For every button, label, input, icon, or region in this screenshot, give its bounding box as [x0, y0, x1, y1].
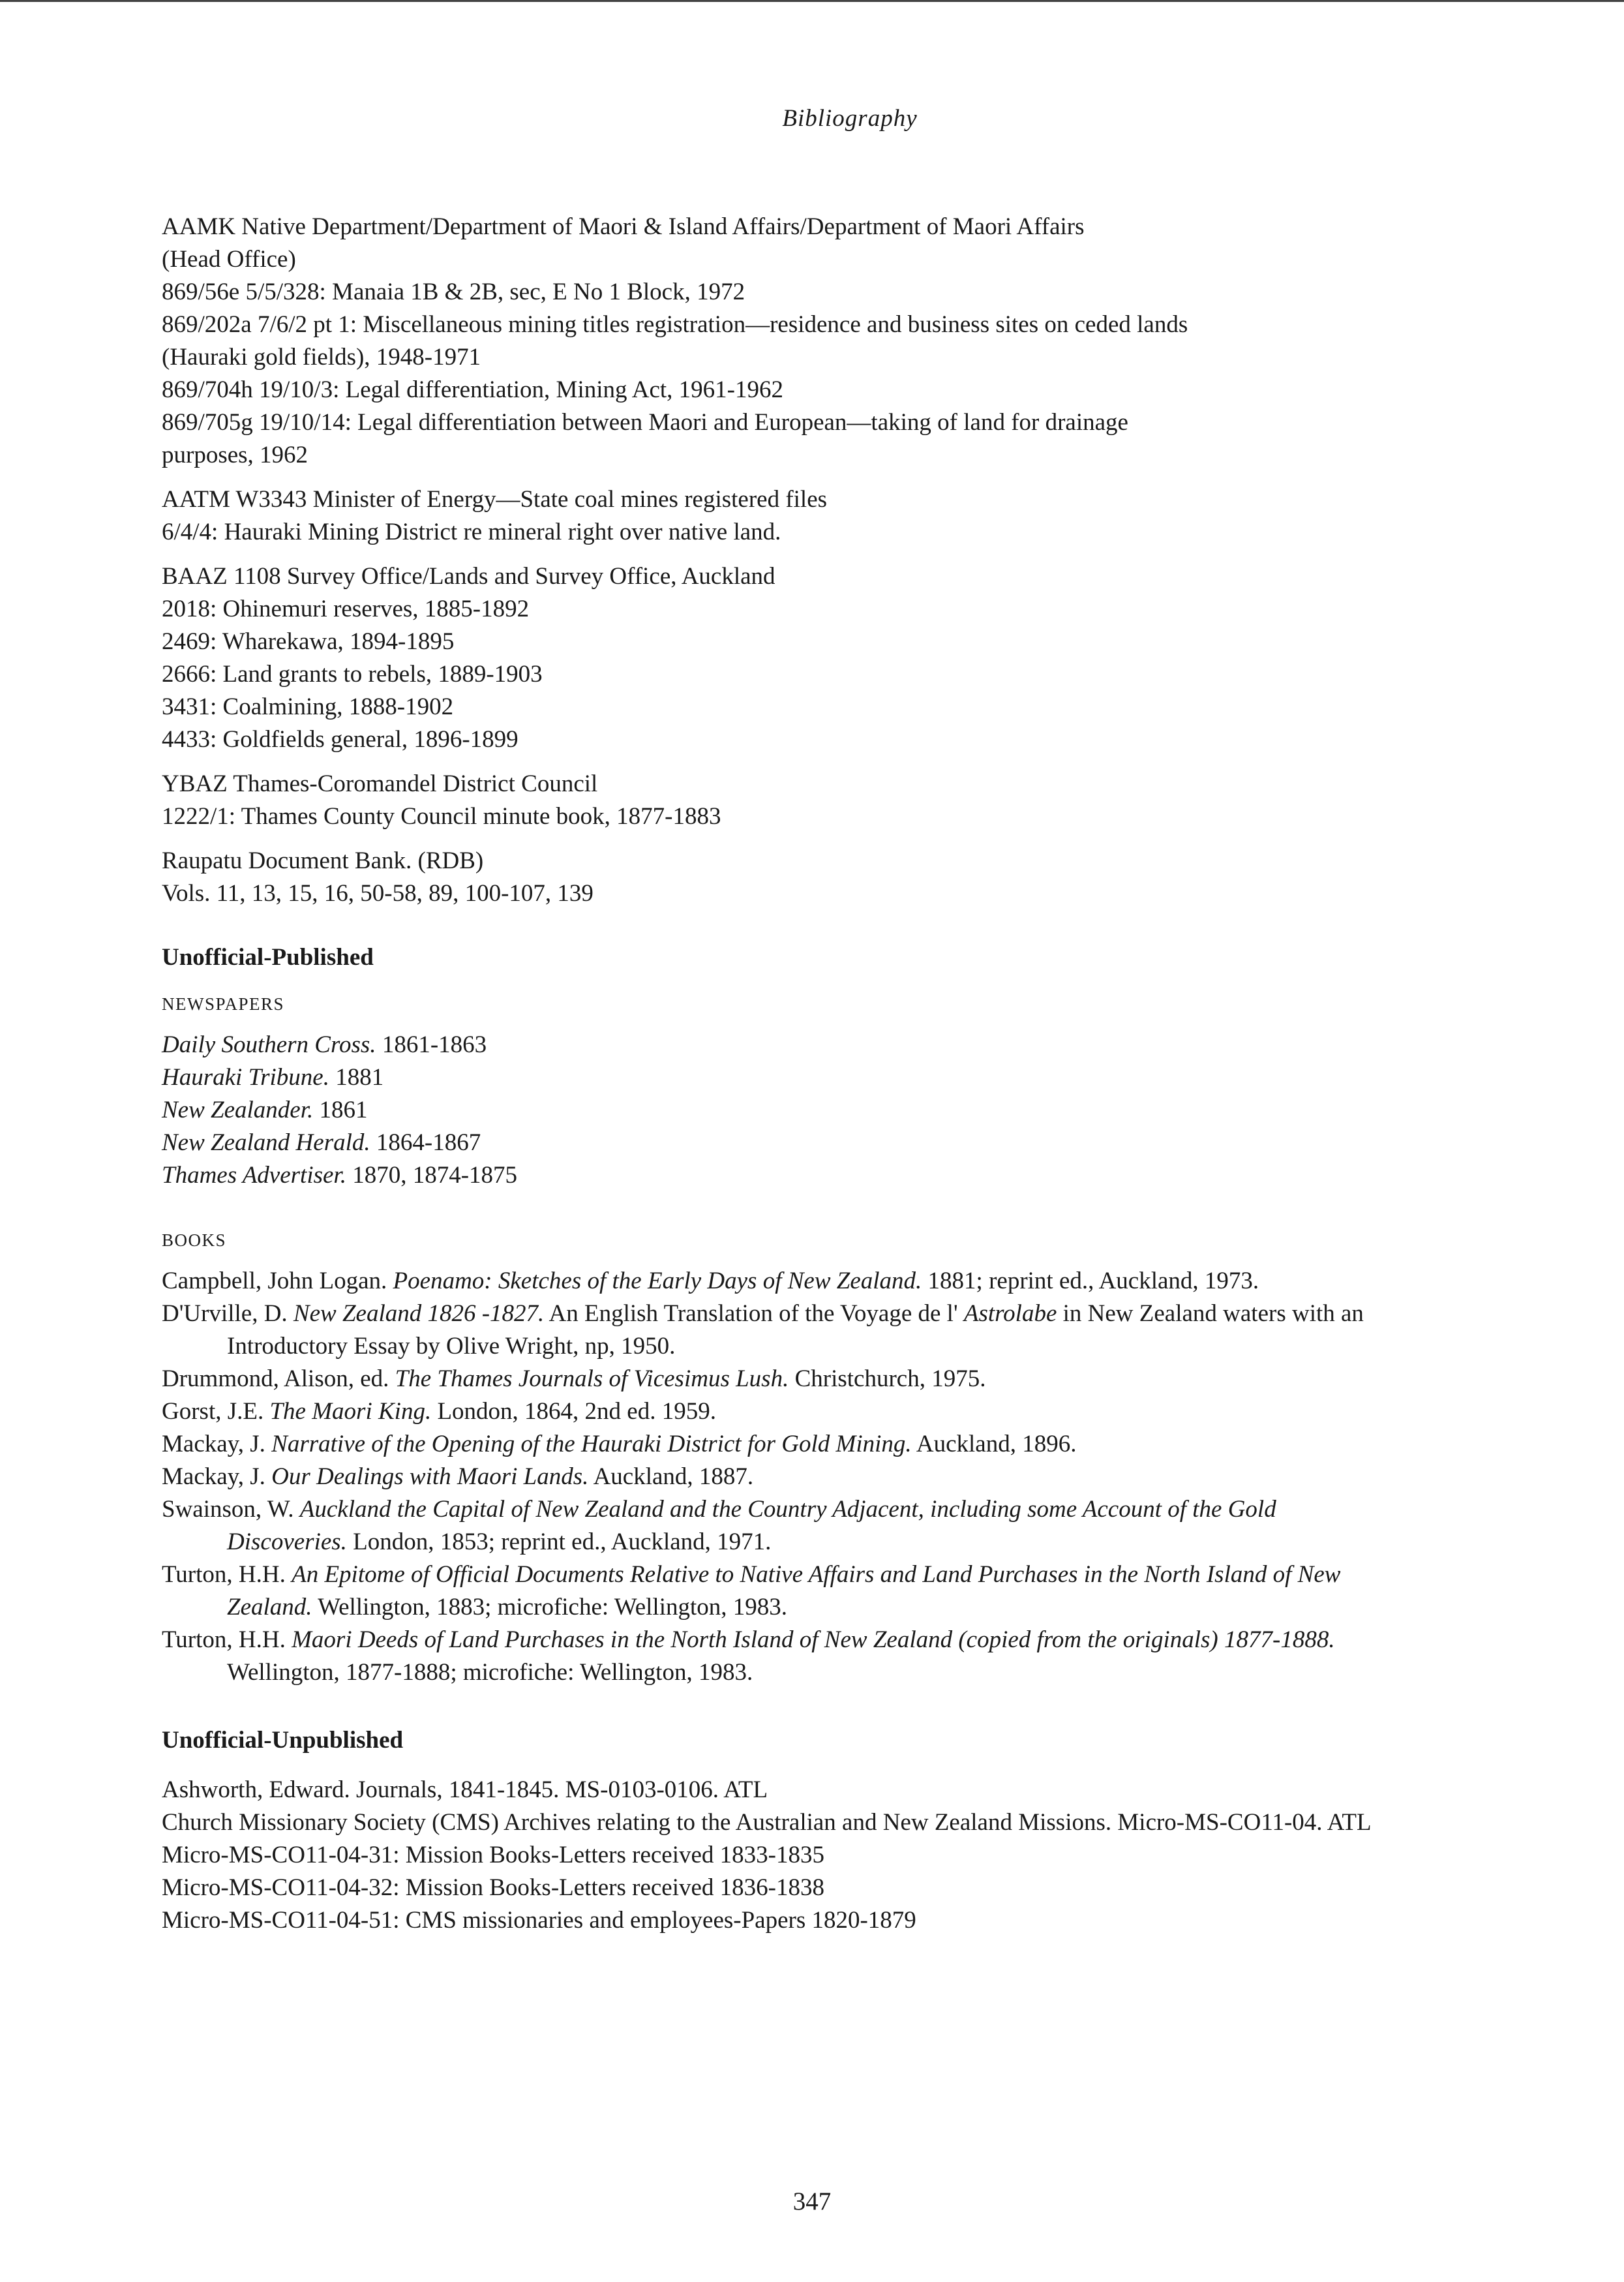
newspapers-group	[162, 991, 1401, 1192]
section-heading-published: Unofficial-Published	[162, 944, 374, 971]
book-author: Drummond, Alison, ed.	[162, 1365, 395, 1392]
page-body	[162, 91, 1401, 1972]
book-entry	[162, 1559, 1401, 1624]
book-title: Maori Deeds of Land Purchases in the North Island of New Zealand (copied from the originals) 1877-1888.	[292, 1626, 1335, 1653]
archive-block-aamk	[162, 211, 1401, 472]
archive-line: 4433: Goldfields general, 1896-1899	[162, 726, 519, 753]
newspaper-years: 1861-1863	[376, 1031, 487, 1058]
book-author: Turton, H.H.	[162, 1561, 292, 1588]
book-entry	[162, 1265, 1401, 1298]
archive-line: Raupatu Document Bank. (RDB)	[162, 847, 484, 874]
book-details: in New Zealand waters with an Introductory Essay by Olive Wright, np, 1950.	[227, 1300, 1364, 1360]
book-entry	[162, 1461, 1401, 1493]
book-title: Our Dealings with Maori Lands.	[271, 1463, 589, 1490]
archive-line: purposes, 1962	[162, 442, 308, 468]
book-details: Christchurch, 1975.	[789, 1365, 986, 1392]
book-entry	[162, 1624, 1401, 1689]
newspaper-entry	[162, 1061, 1401, 1094]
archive-line: YBAZ Thames-Coromandel District Council	[162, 770, 598, 797]
book-author: Turton, H.H.	[162, 1626, 292, 1653]
newspapers-label: NEWSPAPERS	[162, 994, 285, 1014]
book-entry	[162, 1428, 1401, 1461]
archive-line: 869/704h 19/10/3: Legal differentiation, Mining Act, 1961-1962	[162, 376, 783, 403]
archive-line: AATM W3343 Minister of Energy—State coal mines registered files	[162, 486, 828, 513]
unpublished-entry: Micro-MS-CO11-04-31: Mission Books-Letters received 1833-1835	[162, 1842, 824, 1868]
book-author: Campbell, John Logan.	[162, 1268, 393, 1294]
newspaper-title: New Zealand Herald.	[162, 1129, 370, 1156]
book-details: Auckland, 1887.	[588, 1463, 754, 1490]
book-details: An English Translation of the Voyage de l'	[544, 1300, 964, 1327]
book-author: Swainson, W.	[162, 1496, 300, 1523]
book-title-ship: Astrolabe	[963, 1300, 1057, 1327]
book-title: New Zealand 1826 -1827.	[293, 1300, 545, 1327]
book-title: The Thames Journals of Vicesimus Lush.	[395, 1365, 789, 1392]
book-author: Mackay, J.	[162, 1431, 272, 1457]
newspaper-title: Daily Southern Cross.	[162, 1031, 376, 1058]
book-title: Auckland the Capital of New Zealand and the Country Adjacent, including some Account of the Gold Discoveries.	[227, 1496, 1276, 1555]
archive-line: BAAZ 1108 Survey Office/Lands and Survey Office, Auckland	[162, 563, 775, 590]
newspaper-title: Thames Advertiser.	[162, 1162, 346, 1189]
newspaper-title: New Zealander.	[162, 1097, 314, 1123]
archive-block-aatm	[162, 483, 1401, 549]
book-entry	[162, 1363, 1401, 1395]
archive-line: Vols. 11, 13, 15, 16, 50-58, 89, 100-107, 139	[162, 880, 594, 907]
archive-line: 6/4/4: Hauraki Mining District re mineral right over native land.	[162, 519, 781, 545]
book-details: London, 1853; reprint ed., Auckland, 1971.	[346, 1529, 772, 1555]
archive-block-ybaz	[162, 768, 1401, 833]
newspaper-years: 1870, 1874-1875	[346, 1162, 518, 1189]
section-heading-unpublished: Unofficial-Unpublished	[162, 1727, 404, 1754]
archive-line: AAMK Native Department/Department of Maori & Island Affairs/Department of Maori Affairs	[162, 213, 1085, 240]
archive-block-rdb	[162, 845, 1401, 910]
book-entry	[162, 1298, 1401, 1363]
book-details: Wellington, 1883; microfiche: Wellington, 1983.	[312, 1594, 788, 1620]
unpublished-entry: Micro-MS-CO11-04-51: CMS missionaries and employees-Papers 1820-1879	[162, 1907, 916, 1934]
archive-line: 869/56e 5/5/328: Manaia 1B & 2B, sec, E No 1 Block, 1972	[162, 279, 745, 305]
archive-line: 2469: Wharekawa, 1894-1895	[162, 628, 455, 655]
book-author: Gorst, J.E.	[162, 1398, 270, 1425]
newspaper-years: 1864-1867	[370, 1129, 481, 1156]
archive-blocks	[162, 211, 1401, 910]
book-details: Wellington, 1877-1888; microfiche: Wellington, 1983.	[227, 1659, 753, 1686]
archive-line: (Head Office)	[162, 246, 296, 273]
archive-line: 869/705g 19/10/14: Legal differentiation between Maori and European—taking of land for drainage	[162, 409, 1128, 436]
book-entry	[162, 1493, 1401, 1559]
archive-line: 2666: Land grants to rebels, 1889-1903	[162, 661, 543, 688]
newspaper-years: 1881	[329, 1064, 384, 1091]
newspaper-entry	[162, 1127, 1401, 1159]
book-author: D'Urville, D.	[162, 1300, 293, 1327]
unpublished-entry: Ashworth, Edward. Journals, 1841-1845. MS-0103-0106. ATL	[162, 1776, 768, 1803]
newspaper-entry	[162, 1159, 1401, 1192]
book-details: Auckland, 1896.	[911, 1431, 1077, 1457]
archive-line: (Hauraki gold fields), 1948-1971	[162, 344, 481, 371]
unpublished-entry: Micro-MS-CO11-04-32: Mission Books-Letters received 1836-1838	[162, 1874, 824, 1901]
archive-line: 3431: Coalmining, 1888-1902	[162, 693, 454, 720]
book-title: Narrative of the Opening of the Hauraki District for Gold Mining.	[271, 1431, 912, 1457]
page-number: 347	[792, 2187, 832, 2215]
book-entry	[162, 1395, 1401, 1428]
newspaper-years: 1861	[313, 1097, 368, 1123]
book-details: 1881; reprint ed., Auckland, 1973.	[922, 1268, 1259, 1294]
scan-top-edge	[0, 0, 1624, 2]
book-title: An Epitome of Official Documents Relative to Native Affairs and Land Purchases in the North Island of New Zealand.	[227, 1561, 1341, 1620]
unpublished-entry: Church Missionary Society (CMS) Archives relating to the Australian and New Zealand Missions. Micro-MS-CO11-04. ATL	[162, 1809, 1372, 1836]
books-group	[162, 1227, 1401, 1689]
book-details: London, 1864, 2nd ed. 1959.	[431, 1398, 716, 1425]
books-label: BOOKS	[162, 1230, 227, 1250]
book-title: Poenamo: Sketches of the Early Days of New Zealand.	[393, 1268, 922, 1294]
archive-line: 869/202a 7/6/2 pt 1: Miscellaneous mining titles registration—residence and business sites on ceded lands	[162, 311, 1188, 338]
archive-block-baaz	[162, 560, 1401, 756]
newspaper-title: Hauraki Tribune.	[162, 1064, 329, 1091]
newspaper-entry	[162, 1029, 1401, 1061]
archive-line: 2018: Ohinemuri reserves, 1885-1892	[162, 596, 530, 622]
book-author: Mackay, J.	[162, 1463, 272, 1490]
running-head: Bibliography	[782, 105, 918, 132]
book-title: The Maori King.	[269, 1398, 432, 1425]
archive-line: 1222/1: Thames County Council minute book, 1877-1883	[162, 803, 721, 830]
newspaper-entry	[162, 1094, 1401, 1127]
unpublished-group	[162, 1774, 1401, 1937]
